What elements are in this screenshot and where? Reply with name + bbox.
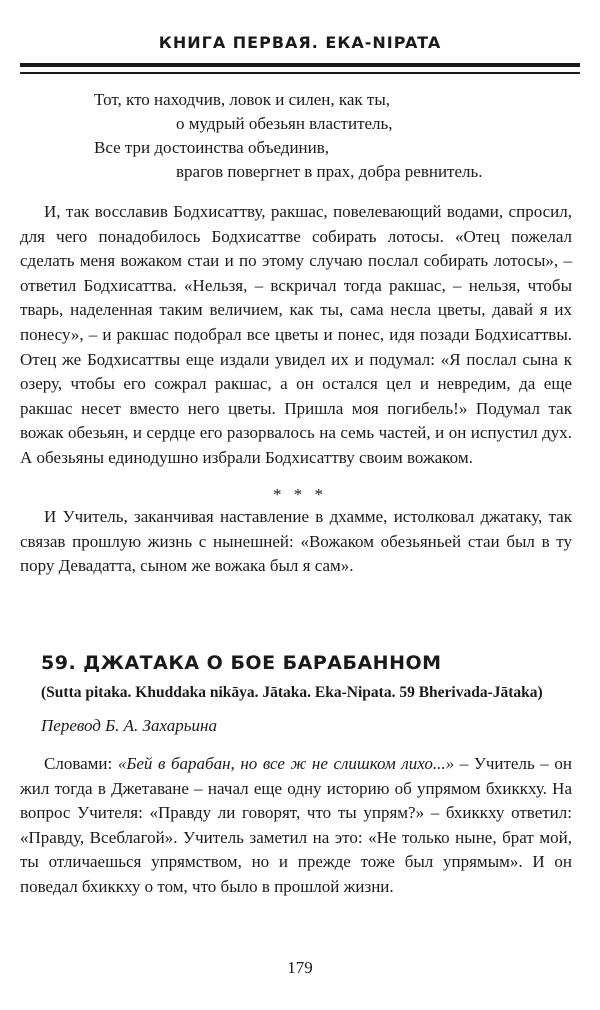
header-rule-thick — [20, 63, 580, 67]
page-number: 179 — [287, 958, 313, 977]
verse-line: Все три достоинства объединив, — [94, 138, 330, 157]
verse-line: врагов повергнет в прах, добра ревнитель. — [176, 162, 483, 181]
story-paragraph: И, так восславив Бодхисаттву, ракшас, повелевающий водами, спросил, для чего понадобилось Бодхисаттве собирать лотосы. «Отец пожелал сделать меня вожаком стаи и по этому случаю послал собирать лотосы», – ответил Бодхисаттва. «Нельзя, – вскричал тогда ракшас, – нельзя, чтобы тварь, наделенная таким величием, как ты, сама несла цветы, давай я их понесу», – и ракшас подобрал все цветы и понес, идя позади Бодхисаттвы. Отец же Бодхисаттвы еще издали увидел их и подумал: «Я послал сына к озеру, чтобы его сожрал ракшас, а он остался цел и невредим, да еще ракшас несет вместо него цветы. Пришла моя погибель!» Подумал так вожак обезьян, и сердце его разорвалось на семь частей, и он испустил дух. А обезьяны единодушно избрали Бодхисаттву своим вожаком. — [20, 202, 572, 467]
intro-paragraph — [20, 752, 572, 900]
conclusion-paragraph: И Учитель, заканчивая наставление в дхамме, истолковал джатаку, так связав прошлую жизнь с нынешней: «Вожаком обезьяньей стаи был в ту пору Девадатта, сыном же вожака был я сам». — [20, 507, 572, 576]
running-title: КНИГА ПЕРВАЯ. ЕКА-NIPATA — [158, 33, 442, 52]
section-separator: * * * — [273, 485, 327, 504]
verse-line: о мудрый обезьян властитель, — [176, 114, 393, 133]
intro-section — [20, 752, 572, 900]
header-rule-thin — [20, 72, 580, 74]
chapter-title: 59. ДЖАТАКА О БОЕ БАРАБАННОМ — [41, 652, 442, 674]
chapter-source: (Sutta pitaka. Khuddaka nikāya. Jātaka. Eka-Nipata. 59 Bherivada-Jātaka) — [41, 684, 543, 701]
intro-lead: Словами: — [44, 754, 118, 773]
story-section — [20, 200, 572, 471]
verse-stanza — [94, 88, 554, 184]
verse-line: Тот, кто находчив, ловок и силен, как ты, — [94, 90, 391, 109]
translator-credit: Перевод Б. А. Захарьина — [41, 716, 217, 735]
intro-rest: – Учитель – он жил тогда в Джетаване – начал еще одну историю об упрямом бхиккху. На вопрос Учителя: «Правду ли говорят, что ты упрям?» – бхиккху ответил: «Правду, Всеблагой». Учитель заметил на это: «Не только ныне, брат мой, ты отличаешься упрямством, но и прежде тоже был упрямым». И он поведал бхиккху о том, что было в прошлой жизни. — [20, 754, 572, 896]
intro-quote: «Бей в барабан, но все ж не слишком лихо...» — [117, 754, 455, 773]
conclusion-section — [20, 505, 572, 579]
